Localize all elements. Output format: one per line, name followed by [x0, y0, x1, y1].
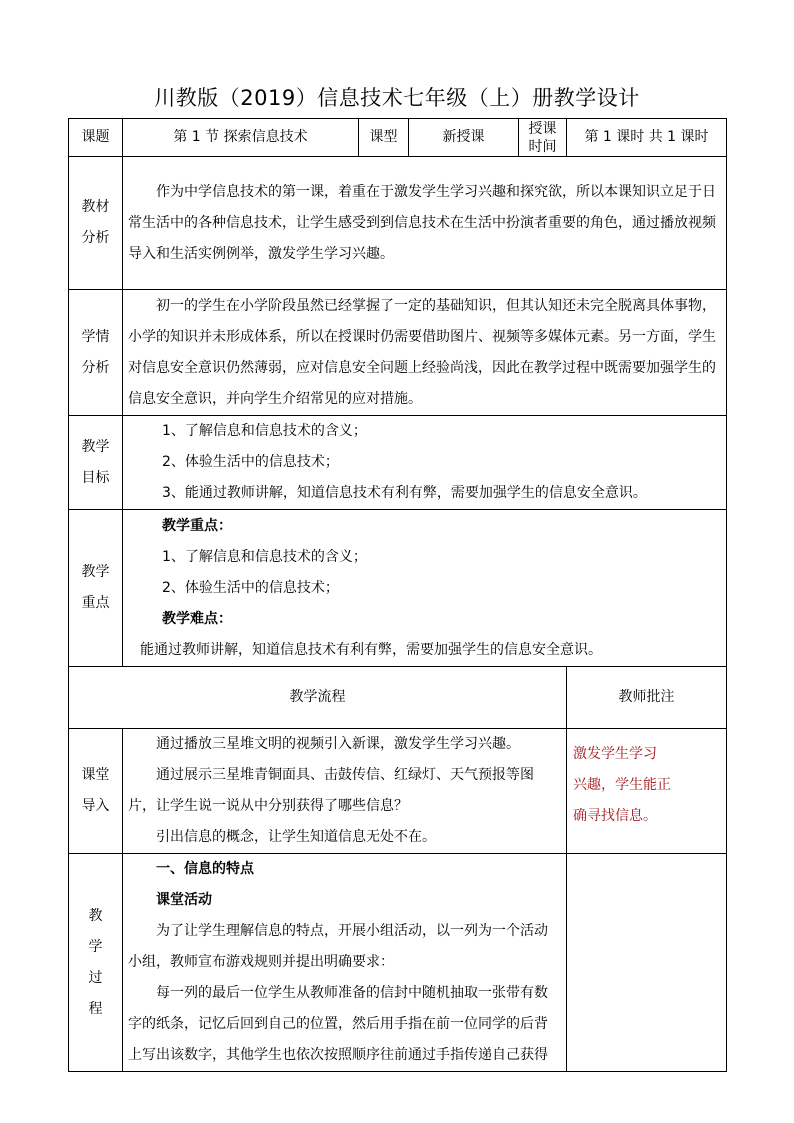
intro-paragraph: 引出信息的概念，让学生知道信息无处不在。 — [156, 829, 436, 845]
objective-item: 1、了解信息和信息技术的含义； — [162, 423, 367, 439]
intro-row — [69, 729, 727, 854]
intro-label: 课堂 导入 — [69, 729, 123, 854]
process-row — [69, 854, 727, 1072]
lesson-plan-table — [68, 118, 727, 1072]
objective-item: 2、体验生活中的信息技术； — [162, 454, 339, 470]
focus-heading: 教学重点： — [162, 517, 232, 534]
process-paragraph: 每一列的最后一位学生从教师准备的信封中随机抽取一张带有数字的纸条，记忆后回到自己的位置，然后用手指在前一位同学的后背上写出该数字，其他学生也依次按照顺序往前通过手指传递自己获得 — [128, 985, 548, 1063]
material-analysis-text: 作为中学信息技术的第一课，着重在于激发学生学习兴趣和探究欲，所以本课知识立足于日常生活中的各种信息技术，让学生感受到到信息技术在生活中扮演者重要的角色，通过播放视频导入和生活实例例举，激发学生学习兴趣。 — [123, 157, 727, 290]
learner-analysis-row — [69, 290, 727, 416]
focus-item: 1、了解信息和信息技术的含义； — [162, 548, 367, 565]
material-analysis-label: 教材 分析 — [69, 157, 123, 290]
topic-value: 第 1 节 探索信息技术 — [123, 119, 359, 157]
process-teacher-note — [567, 854, 727, 1072]
process-paragraph: 为了让学生理解信息的特点，开展小组活动，以一列为一个活动小组，教师宣布游戏规则并提出明确要求： — [128, 923, 548, 970]
keypoints-row — [69, 510, 727, 667]
class-time-value: 第 1 课时 共 1 课时 — [567, 119, 727, 157]
activity-heading: 课堂活动 — [156, 892, 212, 908]
section-heading: 一、信息的特点 — [156, 861, 254, 877]
material-analysis-row — [69, 157, 727, 290]
objectives-row — [69, 416, 727, 510]
difficulty-heading: 教学难点： — [162, 610, 232, 627]
intro-paragraph: 通过展示三星堆青铜面具、击鼓传信、红绿灯、天气预报等图片，让学生说一说从中分别获得了哪些信息？ — [128, 767, 534, 814]
teacher-notes-header: 教师批注 — [567, 667, 727, 729]
process-content — [123, 854, 567, 1072]
intro-teacher-note: 激发学生学习 兴趣，学生能正 确寻找信息。 — [567, 729, 727, 854]
learner-analysis-text: 初一的学生在小学阶段虽然已经掌握了一定的基础知识，但其认知还未完全脱离具体事物，小学的知识并未形成体系，所以在授课时仍需要借助图片、视频等多媒体元素。另一方面，学生对信息安全意识仍然薄弱，应对信息安全问题上经验尚浅，因此在教学过程中既需要加强学生的信息安全意识，并向学生介绍常见的应对措施。 — [123, 290, 727, 416]
lesson-type-label: 课型 — [359, 119, 409, 157]
objectives-list — [123, 416, 727, 510]
document-title: 川教版（2019）信息技术七年级（上）册教学设计 — [154, 86, 640, 110]
topic-label: 课题 — [69, 119, 123, 157]
teaching-flow-header: 教学流程 — [69, 667, 567, 729]
objectives-label: 教学 目标 — [69, 416, 123, 510]
difficulty-text: 能通过教师讲解，知道信息技术有利有弊，需要加强学生的信息安全意识。 — [140, 641, 602, 658]
intro-content — [123, 729, 567, 854]
objective-item: 3、能通过教师讲解，知道信息技术有利有弊，需要加强学生的信息安全意识。 — [162, 485, 647, 501]
class-time-label: 授课 时间 — [519, 119, 567, 157]
process-label: 教 学 过 程 — [69, 854, 123, 1072]
focus-item: 2、体验生活中的信息技术； — [162, 579, 339, 596]
header-row — [69, 119, 727, 157]
intro-paragraph: 通过播放三星堆文明的视频引入新课，激发学生学习兴趣。 — [156, 736, 520, 752]
learner-analysis-label: 学情 分析 — [69, 290, 123, 416]
keypoints-label: 教学 重点 — [69, 510, 123, 667]
flow-header-row — [69, 667, 727, 729]
keypoints-content — [123, 510, 727, 667]
lesson-type-value: 新授课 — [409, 119, 519, 157]
